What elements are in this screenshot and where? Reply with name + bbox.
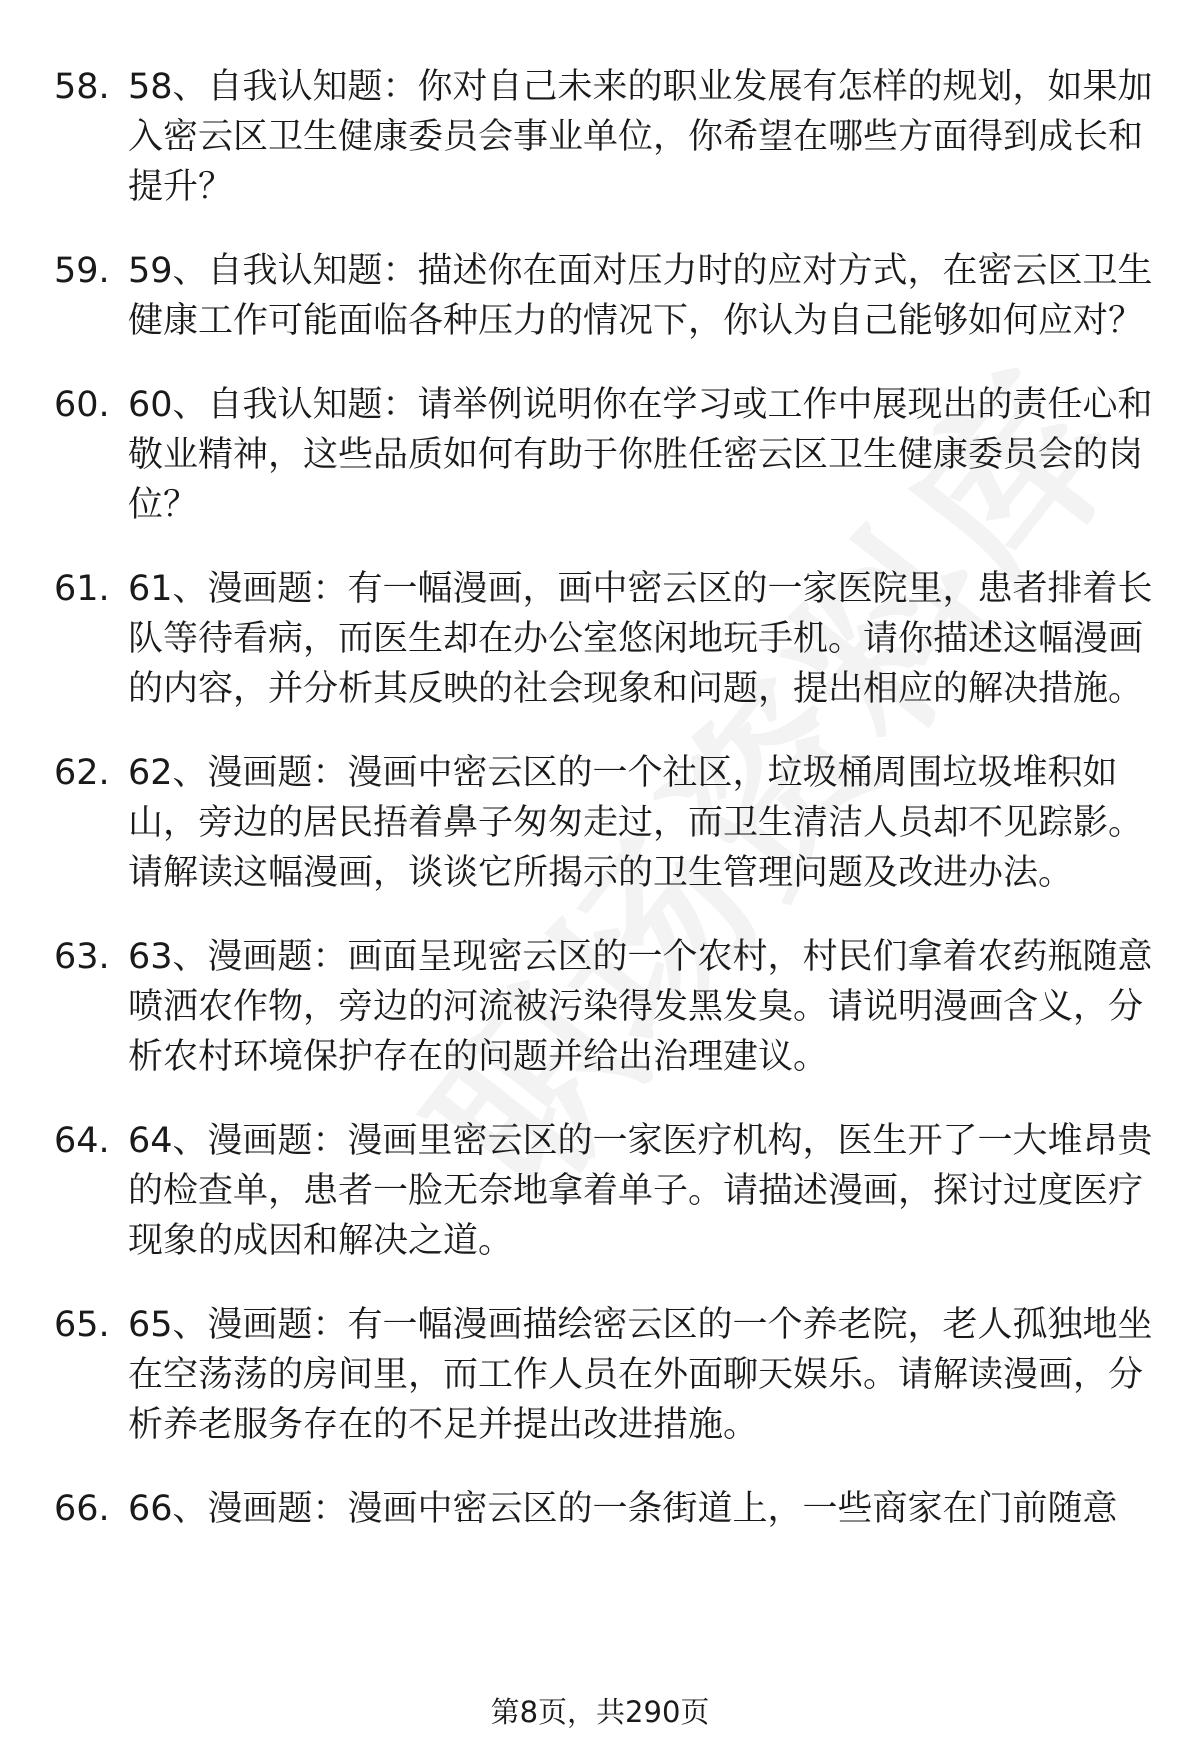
question-item-65 [0,1300,1200,1450]
question-number: 61. [54,569,110,609]
question-text: 58、自我认知题：你对自己未来的职业发展有怎样的规划，如果加入密云区卫生健康委员会事业单位，你希望在哪些方面得到成长和提升？ [128,67,1153,207]
question-number: 58. [54,67,110,107]
question-item-59 [0,246,1200,346]
question-text: 64、漫画题：漫画里密云区的一家医疗机构，医生开了一大堆昂贵的检查单，患者一脸无奈地拿着单子。请描述漫画，探讨过度医疗现象的成因和解决之道。 [128,1121,1153,1261]
question-number: 65. [54,1305,110,1345]
question-item-60 [0,380,1200,530]
question-text: 63、漫画题：画面呈现密云区的一个农村，村民们拿着农药瓶随意喷洒农作物，旁边的河流被污染得发黑发臭。请说明漫画含义，分析农村环境保护存在的问题并给出治理建议。 [128,937,1153,1077]
question-item-64 [0,1116,1200,1266]
page-footer: 第8页，共290页 [490,1695,710,1729]
question-item-66 [0,1484,1200,1534]
question-item-62 [0,748,1200,898]
question-number: 60. [54,385,110,425]
question-item-61 [0,564,1200,714]
question-item-58 [0,62,1200,212]
question-number: 66. [54,1489,110,1529]
question-number: 63. [54,937,110,977]
question-text: 60、自我认知题：请举例说明你在学习或工作中展现出的责任心和敬业精神，这些品质如何有助于你胜任密云区卫生健康委员会的岗位？ [128,385,1153,525]
question-text: 66、漫画题：漫画中密云区的一条街道上，一些商家在门前随意 [128,1489,1118,1529]
question-number: 62. [54,753,110,793]
question-text: 62、漫画题：漫画中密云区的一个社区，垃圾桶周围垃圾堆积如山，旁边的居民捂着鼻子匆匆走过，而卫生清洁人员却不见踪影。请解读这幅漫画，谈谈它所揭示的卫生管理问题及改进办法。 [128,753,1144,893]
question-text: 59、自我认知题：描述你在面对压力时的应对方式，在密云区卫生健康工作可能面临各种压力的情况下，你认为自己能够如何应对？ [128,251,1153,341]
question-item-63 [0,932,1200,1082]
question-number: 64. [54,1121,110,1161]
question-text: 65、漫画题：有一幅漫画描绘密云区的一个养老院，老人孤独地坐在空荡荡的房间里，而工作人员在外面聊天娱乐。请解读漫画，分析养老服务存在的不足并提出改进措施。 [128,1305,1153,1445]
question-list [0,62,1200,1568]
question-text: 61、漫画题：有一幅漫画，画中密云区的一家医院里，患者排着长队等待看病，而医生却在办公室悠闲地玩手机。请你描述这幅漫画的内容，并分析其反映的社会现象和问题，提出相应的解决措施。 [128,569,1153,709]
question-number: 59. [54,251,110,291]
